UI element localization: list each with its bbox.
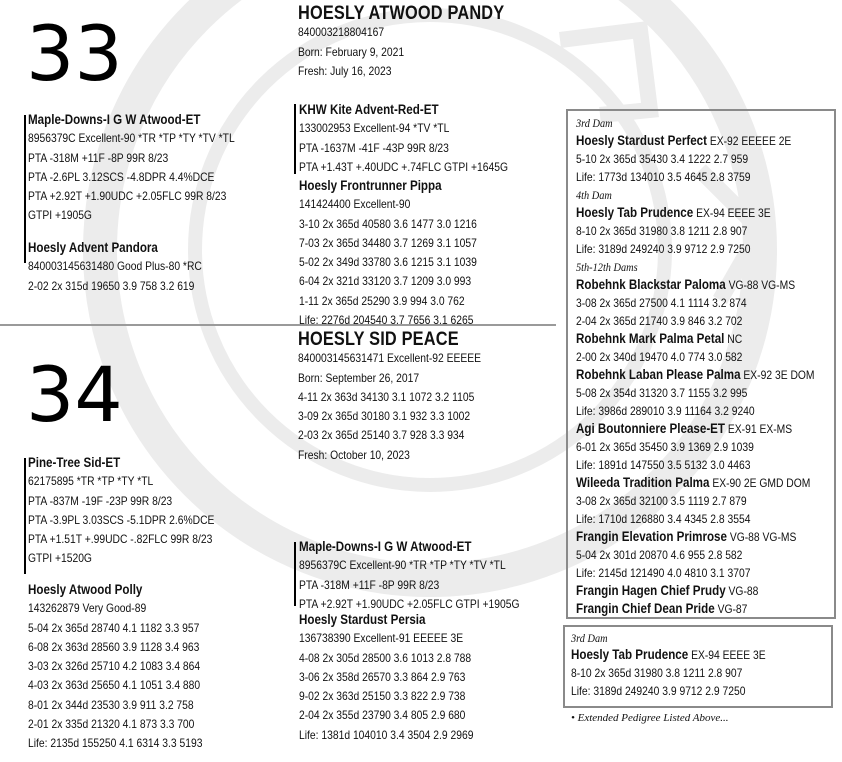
lot34-dam-line: 8-01 2x 344d 23530 3.9 911 3.2 758 <box>28 697 194 712</box>
lot34-animal-line: Born: September 26, 2017 <box>298 370 420 385</box>
dam-line: 2-00 2x 340d 19470 4.0 774 3.0 582 <box>576 350 743 364</box>
lot34-granddam-line: 9-02 2x 363d 25150 3.3 822 2.9 738 <box>299 689 466 704</box>
lot34-granddam-line: 136738390 Excellent-91 EEEEE 3E <box>299 631 464 646</box>
dam-line: Life: 1710d 126880 3.4 4345 2.8 3554 <box>576 512 751 526</box>
lot34-mgs-line: PTA +2.92T +1.90UDC +2.05FLC GTPI +1905G <box>299 596 520 611</box>
lot33-granddam <box>299 176 477 330</box>
lot33-granddam-name: Hoesly Frontrunner Pippa <box>299 178 442 193</box>
dam-name: Agi Boutonniere Please-ET <box>576 421 726 436</box>
dam-name: Wileeda Tradition Palma <box>576 475 710 490</box>
dam7-heading <box>576 366 815 384</box>
dam12-heading <box>576 600 815 618</box>
dam-name: Robehnk Mark Palma Petal <box>576 331 725 346</box>
dam-line: 6-01 2x 365d 35450 3.9 1369 2.9 1039 <box>576 440 754 454</box>
lot34-granddam-line: Life: 1381d 104010 3.4 3504 2.9 2969 <box>299 727 474 742</box>
lot34-dam3-label: 3rd Dam <box>571 631 608 645</box>
lot34-sire-line: PTA +1.51T +.99UDC -.82FLC 99R 8/23 <box>28 532 213 547</box>
dam-class: EX-92 3E DOM <box>740 368 815 382</box>
dam-name: Frangin Elevation Primrose <box>576 529 727 544</box>
lot33-mgs-line: PTA +1.43T +.40UDC +.74FLC GTPI +1645G <box>299 159 509 174</box>
dam-name: Frangin Hagen Chief Prudy <box>576 583 726 598</box>
lot33-granddam-line: 141424400 Excellent-90 <box>299 197 411 212</box>
lot34-animal-line: Fresh: October 10, 2023 <box>298 447 410 462</box>
dam-class: EX-90 2E GMD DOM <box>709 476 811 490</box>
lot34-sire-line: PTA -3.9PL 3.03SCS -5.1DPR 2.6%DCE <box>28 512 215 527</box>
lot33-dam-line: 2-02 2x 315d 19650 3.9 758 3.2 619 <box>28 278 195 293</box>
lot34-granddam-line: 3-06 2x 358d 26570 3.3 864 2.9 763 <box>299 669 466 684</box>
dam4-heading <box>576 204 815 222</box>
dam4-name: Hoesly Tab Prudence <box>576 205 694 220</box>
lot34-animal <box>298 330 481 465</box>
lot34-granddam <box>299 610 473 745</box>
lot33-animal <box>298 4 504 81</box>
dam-name: Robehnk Laban Please Palma <box>576 367 741 382</box>
dam-line: Life: 1891d 147550 3.5 5132 3.0 4463 <box>576 458 751 472</box>
lot33-sire-line: PTA -318M +11F -8P 99R 8/23 <box>28 150 169 165</box>
lot34-dam-line: 2-01 2x 335d 21320 4.1 873 3.3 700 <box>28 717 195 732</box>
dam10-heading <box>576 528 815 546</box>
extended-pedigree <box>576 114 815 618</box>
lot34-dam-line: 143262879 Very Good-89 <box>28 601 147 616</box>
extended-pedigree-note: • Extended Pedigree Listed Above... <box>571 712 729 724</box>
dam3-heading <box>576 132 815 150</box>
lot34-mgs-line: 8956379C Excellent-90 *TR *TP *TY *TV *TL <box>299 558 506 573</box>
dam3-line: 5-10 2x 365d 35430 3.4 1222 2.7 959 <box>576 152 749 166</box>
lot-number-34: 34 <box>26 350 123 439</box>
lot33-animal-reg: 840003218804167 <box>298 25 385 40</box>
lot33-dam-name: Hoesly Advent Pandora <box>28 240 158 255</box>
lot34-dam3-line: 8-10 2x 365d 31980 3.8 1211 2.8 907 <box>571 666 743 680</box>
lot34-dam3-name: Hoesly Tab Prudence <box>571 647 689 662</box>
dam-class: EX-91 EX-MS <box>725 422 793 436</box>
dam4-label: 4th Dam <box>576 188 612 202</box>
lot34-animal-line: 2-03 2x 365d 25140 3.7 928 3.3 934 <box>298 428 465 443</box>
dam-line: Life: 3986d 289010 3.9 11164 3.2 9240 <box>576 404 755 418</box>
lot33-granddam-line: 6-04 2x 321d 33120 3.7 1209 3.0 993 <box>299 274 472 289</box>
lot33-granddam-line: Life: 2276d 204540 3.7 7656 3.1 6265 <box>299 313 474 328</box>
lot33-sire <box>28 110 235 226</box>
dam-line: 3-08 2x 365d 32100 3.5 1119 2.7 879 <box>576 494 747 508</box>
lot34-mgs-bar <box>294 542 296 606</box>
lot34-sire-name: Pine-Tree Sid-ET <box>28 455 121 470</box>
dam-class: VG-88 VG-MS <box>725 278 796 292</box>
dam-class: NC <box>724 332 743 346</box>
lot33-mgs-line: 133002953 Excellent-94 *TV *TL <box>299 121 450 136</box>
dam8-heading <box>576 420 815 438</box>
lot34-dam-line: 3-03 2x 326d 25710 4.2 1083 3.4 864 <box>28 659 201 674</box>
lot34-dam3-class: EX-94 EEEE 3E <box>688 648 766 662</box>
lot34-granddam-line: 2-04 2x 355d 23790 3.4 805 2.9 680 <box>299 708 466 723</box>
lot34-dam3-line: Life: 3189d 249240 3.9 9712 2.9 7250 <box>571 684 746 698</box>
dam-line: 2-04 2x 365d 21740 3.9 846 3.2 702 <box>576 314 743 328</box>
dam4-line: Life: 3189d 249240 3.9 9712 2.9 7250 <box>576 242 751 256</box>
lot34-dam-line: Life: 2135d 155250 4.1 6314 3.3 5193 <box>28 736 203 751</box>
dam11-heading <box>576 582 815 600</box>
dam3-name: Hoesly Stardust Perfect <box>576 133 707 148</box>
lot34-animal-line: 3-09 2x 365d 30180 3.1 932 3.3 1002 <box>298 409 471 424</box>
dam-class: VG-88 <box>725 584 759 598</box>
dam-class: VG-88 VG-MS <box>726 530 797 544</box>
lot34-granddam-line: 4-08 2x 305d 28500 3.6 1013 2.8 788 <box>299 650 472 665</box>
lot33-sire-line: PTA -2.6PL 3.12SCS -4.8DPR 4.4%DCE <box>28 169 215 184</box>
lot33-mgs <box>299 100 508 177</box>
lot33-dam-line: 840003145631480 Good Plus-80 *RC <box>28 259 202 274</box>
lot33-sire-line: PTA +2.92T +1.90UDC +2.05FLC 99R 8/23 <box>28 189 227 204</box>
lot33-granddam-line: 7-03 2x 365d 34480 3.7 1269 3.1 1057 <box>299 235 477 250</box>
dam3-line: Life: 1773d 134010 3.5 4645 2.8 3759 <box>576 170 751 184</box>
lot33-mgs-bar <box>294 104 296 174</box>
lot34-dam-name: Hoesly Atwood Polly <box>28 582 143 597</box>
lot33-animal-name: HOESLY ATWOOD PANDY <box>298 3 505 24</box>
lot34-dam-line: 4-03 2x 363d 25650 4.1 1051 3.4 880 <box>28 678 201 693</box>
dam-line: 3-08 2x 365d 27500 4.1 1114 3.2 874 <box>576 296 747 310</box>
lot33-dam <box>28 238 202 296</box>
lot34-sire-bar <box>24 458 26 574</box>
dam-line: 5-08 2x 354d 31320 3.7 1155 3.2 995 <box>576 386 748 400</box>
lot34-sire-line: 62175895 *TR *TP *TY *TL <box>28 474 154 489</box>
lot34-dam <box>28 580 202 754</box>
lot33-granddam-line: 5-02 2x 349d 33780 3.6 1215 3.1 1039 <box>299 255 477 270</box>
lot34-sire <box>28 453 214 569</box>
lot33-sire-line: GTPI +1905G <box>28 208 92 223</box>
lot34-animal-line: 4-11 2x 363d 34130 3.1 1072 3.2 1105 <box>298 389 475 404</box>
lot33-sire-name: Maple-Downs-I G W Atwood-ET <box>28 112 201 127</box>
dams-label: 5th-12th Dams <box>576 260 638 274</box>
lot34-animal-line: 840003145631471 Excellent-92 EEEEE <box>298 351 482 366</box>
dam5-heading <box>576 276 815 294</box>
lot34-dam-line: 6-08 2x 363d 28560 3.9 1128 3.4 963 <box>28 639 200 654</box>
lot34-animal-name: HOESLY SID PEACE <box>298 329 459 350</box>
lot33-sire-line: 8956379C Excellent-90 *TR *TP *TY *TV *TL <box>28 131 235 146</box>
lot34-mgs <box>299 537 519 614</box>
lot33-animal-born: Born: February 9, 2021 <box>298 44 405 59</box>
dam4-class: EX-94 EEEE 3E <box>693 206 771 220</box>
dam3-label: 3rd Dam <box>576 116 613 130</box>
lot33-granddam-line: 1-11 2x 365d 25290 3.9 994 3.0 762 <box>299 293 465 308</box>
lot33-animal-fresh: Fresh: July 16, 2023 <box>298 63 392 78</box>
lot33-mgs-line: PTA -1637M -41F -43P 99R 8/23 <box>299 140 449 155</box>
lot34-mgs-name: Maple-Downs-I G W Atwood-ET <box>299 539 472 554</box>
lot34-granddam-name: Hoesly Stardust Persia <box>299 612 426 627</box>
lot34-dam-line: 5-04 2x 365d 28740 4.1 1182 3.3 957 <box>28 620 200 635</box>
lot33-sire-bar <box>24 115 26 263</box>
dam-class: VG-87 <box>714 602 748 616</box>
lot-number-33: 33 <box>26 9 123 98</box>
dam-name: Robehnk Blackstar Paloma <box>576 277 726 292</box>
dam-line: Life: 2145d 121490 4.0 4810 3.1 3707 <box>576 566 751 580</box>
lot34-dam3-heading <box>571 646 766 664</box>
dam-name: Frangin Chief Dean Pride <box>576 601 715 616</box>
dam4-line: 8-10 2x 365d 31980 3.8 1211 2.8 907 <box>576 224 748 238</box>
dam-line: 5-04 2x 301d 20870 4.6 955 2.8 582 <box>576 548 743 562</box>
lot34-dam3 <box>571 629 766 700</box>
dam3-class: EX-92 EEEEE 2E <box>706 134 792 148</box>
lot33-granddam-line: 3-10 2x 365d 40580 3.6 1477 3.0 1216 <box>299 216 477 231</box>
lot34-mgs-line: PTA -318M +11F -8P 99R 8/23 <box>299 577 440 592</box>
lot33-mgs-name: KHW Kite Advent-Red-ET <box>299 102 439 117</box>
dam6-heading <box>576 330 815 348</box>
lot34-sire-line: GTPI +1520G <box>28 551 92 566</box>
dam9-heading <box>576 474 815 492</box>
lot34-sire-line: PTA -837M -19F -23P 99R 8/23 <box>28 493 173 508</box>
